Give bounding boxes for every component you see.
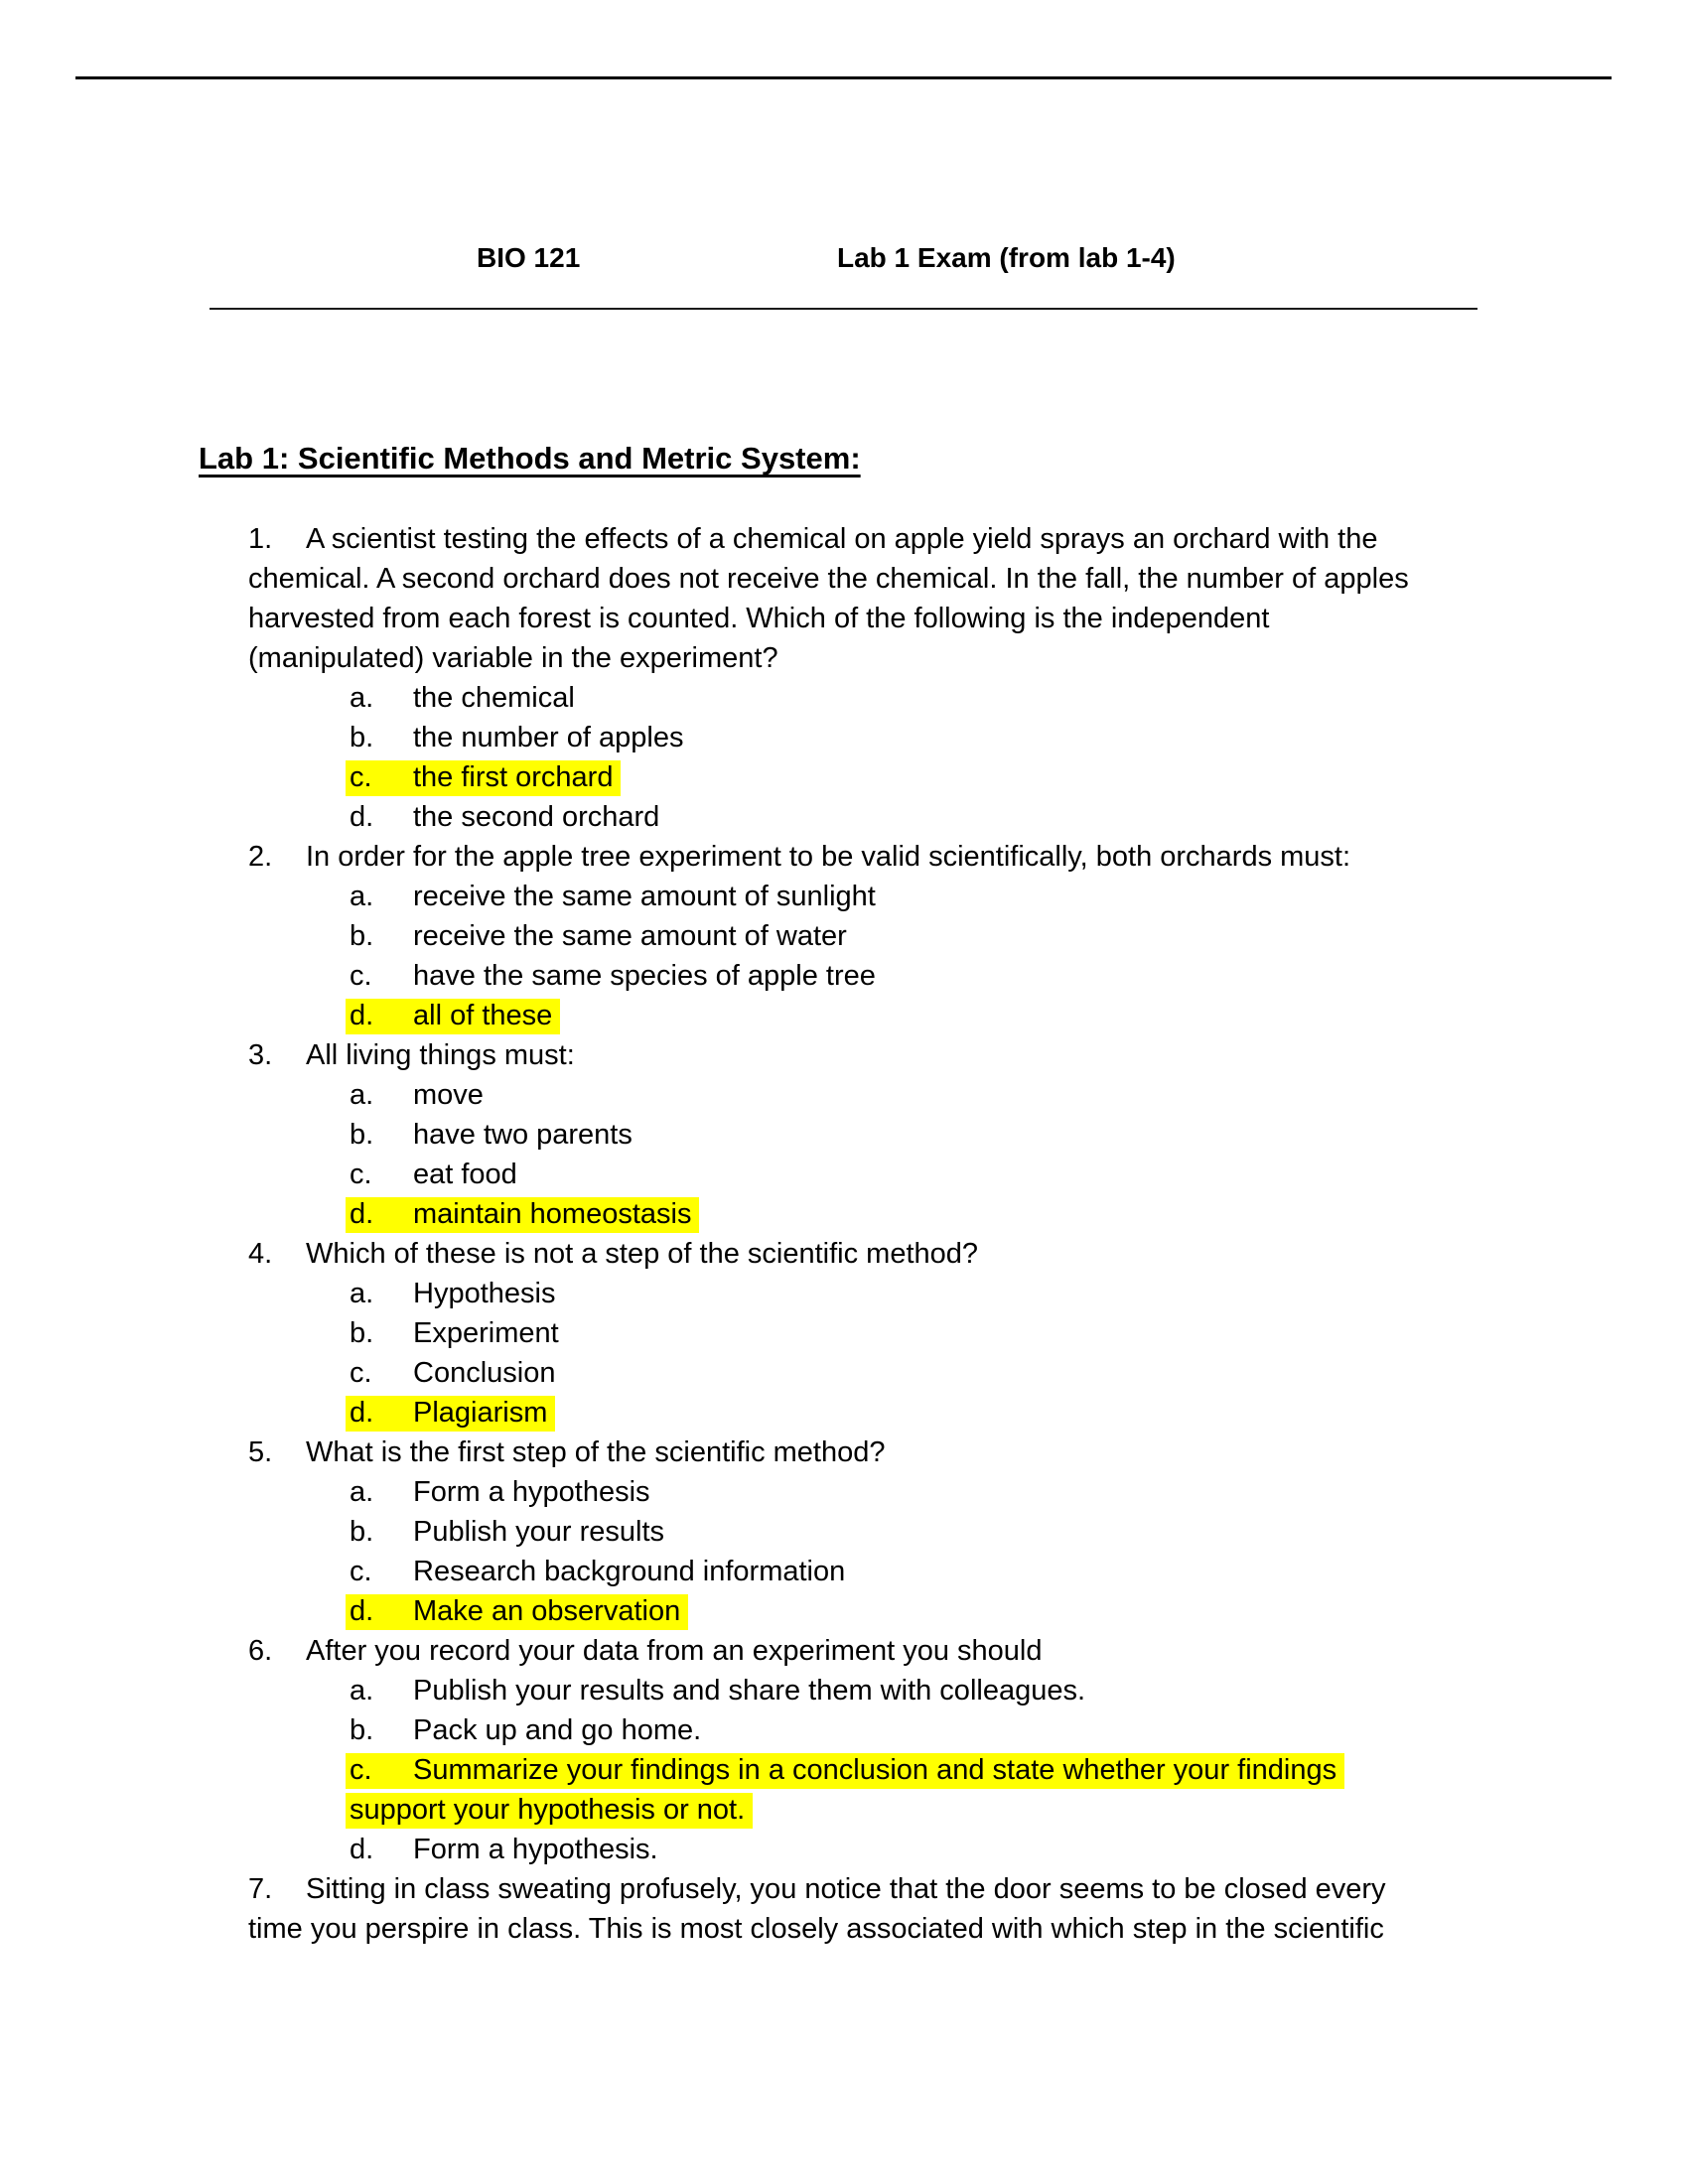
option-letter: c. — [350, 960, 372, 992]
question-text: What is the first step of the scientific method? — [306, 1436, 886, 1468]
highlight — [346, 1396, 555, 1432]
option — [350, 718, 1638, 757]
option — [350, 956, 1638, 996]
option-text: Form a hypothesis — [413, 1476, 650, 1508]
question-line — [248, 837, 1638, 877]
question-text-line: chemical. A second orchard does not receive the chemical. In the fall, the number of apples — [248, 563, 1409, 595]
option-letter: d. — [350, 1000, 374, 1031]
option-letter: d. — [350, 1397, 374, 1429]
question-number: 5. — [248, 1436, 273, 1468]
highlight — [346, 1753, 1344, 1789]
option — [350, 877, 1638, 916]
question-number: 4. — [248, 1238, 273, 1270]
highlight — [346, 760, 621, 796]
option — [350, 797, 1638, 837]
option-text: Publish your results — [413, 1516, 665, 1548]
option-letter: c. — [350, 1357, 372, 1389]
option-letter: c. — [350, 1159, 372, 1190]
option — [350, 1591, 1638, 1631]
option — [350, 1671, 1638, 1710]
option — [350, 1313, 1638, 1353]
option-text: Conclusion — [413, 1357, 556, 1389]
option-letter: a. — [350, 881, 374, 912]
option-letter: a. — [350, 1079, 374, 1111]
option-letter: c. — [350, 1754, 372, 1786]
option-text: Form a hypothesis. — [413, 1834, 658, 1865]
question-text: All living things must: — [306, 1039, 575, 1071]
top-rule — [75, 76, 1612, 79]
question-text: In order for the apple tree experiment to be valid scientifically, both orchards must: — [306, 841, 1351, 873]
option-text: move — [413, 1079, 484, 1111]
question-line — [248, 1869, 1638, 1909]
option-text: Hypothesis — [413, 1278, 556, 1309]
header-rule — [210, 308, 1477, 310]
option — [350, 1075, 1638, 1115]
question-number: 6. — [248, 1635, 273, 1667]
exam-title: Lab 1 Exam (from lab 1-4) — [837, 242, 1176, 273]
option-text: Experiment — [413, 1317, 559, 1349]
option — [350, 1353, 1638, 1393]
question-text: A scientist testing the effects of a chemical on apple yield sprays an orchard with the — [306, 523, 1378, 555]
option-text-line — [350, 1790, 1638, 1830]
option-letter: a. — [350, 682, 374, 714]
highlight — [346, 1594, 688, 1630]
question-number: 1. — [248, 523, 273, 555]
option — [350, 1512, 1638, 1552]
question-text: Sitting in class sweating profusely, you notice that the door seems to be closed every — [306, 1873, 1386, 1905]
section-heading: Lab 1: Scientific Methods and Metric System: — [199, 441, 861, 476]
option-text: have two parents — [413, 1119, 633, 1151]
option — [350, 1194, 1638, 1234]
option — [350, 757, 1638, 797]
option-text: the number of apples — [413, 722, 684, 753]
highlight — [346, 1197, 699, 1233]
highlight — [346, 999, 560, 1034]
question-text-line: time you perspire in class. This is most closely associated with which step in the scientific — [248, 1913, 1384, 1945]
question-line — [248, 519, 1638, 559]
option — [350, 1750, 1638, 1790]
question-line — [248, 1433, 1638, 1472]
option-letter: b. — [350, 920, 374, 952]
option — [350, 1155, 1638, 1194]
option-letter: b. — [350, 722, 374, 753]
option-text: maintain homeostasis — [413, 1198, 692, 1230]
option — [350, 1830, 1638, 1869]
option-text: Pack up and go home. — [413, 1714, 702, 1746]
option-letter: a. — [350, 1278, 374, 1309]
option-letter: c. — [350, 761, 372, 793]
option — [350, 1274, 1638, 1313]
question-number: 3. — [248, 1039, 273, 1071]
option — [350, 1710, 1638, 1750]
option — [350, 678, 1638, 718]
option-letter: d. — [350, 1595, 374, 1627]
option-letter: d. — [350, 1834, 374, 1865]
question-line — [248, 1631, 1638, 1671]
option-text: eat food — [413, 1159, 517, 1190]
option-text: Research background information — [413, 1556, 846, 1587]
option-letter: b. — [350, 1516, 374, 1548]
option-text: the chemical — [413, 682, 575, 714]
question-text-line: (manipulated) variable in the experiment? — [248, 642, 778, 674]
option-letter: d. — [350, 1198, 374, 1230]
option — [350, 916, 1638, 956]
option-letter: d. — [350, 801, 374, 833]
option-text: Summarize your findings in a conclusion and state whether your findings — [413, 1754, 1337, 1786]
option-text: all of these — [413, 1000, 553, 1031]
option — [350, 1393, 1638, 1433]
highlight: support your hypothesis or not. — [346, 1793, 753, 1829]
questions-list — [248, 519, 1638, 1949]
question-number: 7. — [248, 1873, 273, 1905]
option — [350, 1472, 1638, 1512]
question-line — [248, 1234, 1638, 1274]
option-letter: b. — [350, 1119, 374, 1151]
question-text-line: harvested from each forest is counted. Which of the following is the independent — [248, 603, 1270, 634]
option-text: the first orchard — [413, 761, 614, 793]
option — [350, 1115, 1638, 1155]
option — [350, 1552, 1638, 1591]
option-letter: c. — [350, 1556, 372, 1587]
option-letter: a. — [350, 1476, 374, 1508]
option-letter: b. — [350, 1714, 374, 1746]
option-text: receive the same amount of sunlight — [413, 881, 876, 912]
course-code: BIO 121 — [477, 242, 581, 273]
option — [350, 996, 1638, 1035]
question-line — [248, 1035, 1638, 1075]
option-letter: a. — [350, 1675, 374, 1706]
option-text: have the same species of apple tree — [413, 960, 876, 992]
option-text: the second orchard — [413, 801, 660, 833]
option-text: Plagiarism — [413, 1397, 548, 1429]
option-letter: b. — [350, 1317, 374, 1349]
option-text: Publish your results and share them with colleagues. — [413, 1675, 1086, 1706]
option-text: receive the same amount of water — [413, 920, 847, 952]
option-text: Make an observation — [413, 1595, 681, 1627]
question-number: 2. — [248, 841, 273, 873]
question-text: After you record your data from an experiment you should — [306, 1635, 1043, 1667]
question-text: Which of these is not a step of the scientific method? — [306, 1238, 979, 1270]
